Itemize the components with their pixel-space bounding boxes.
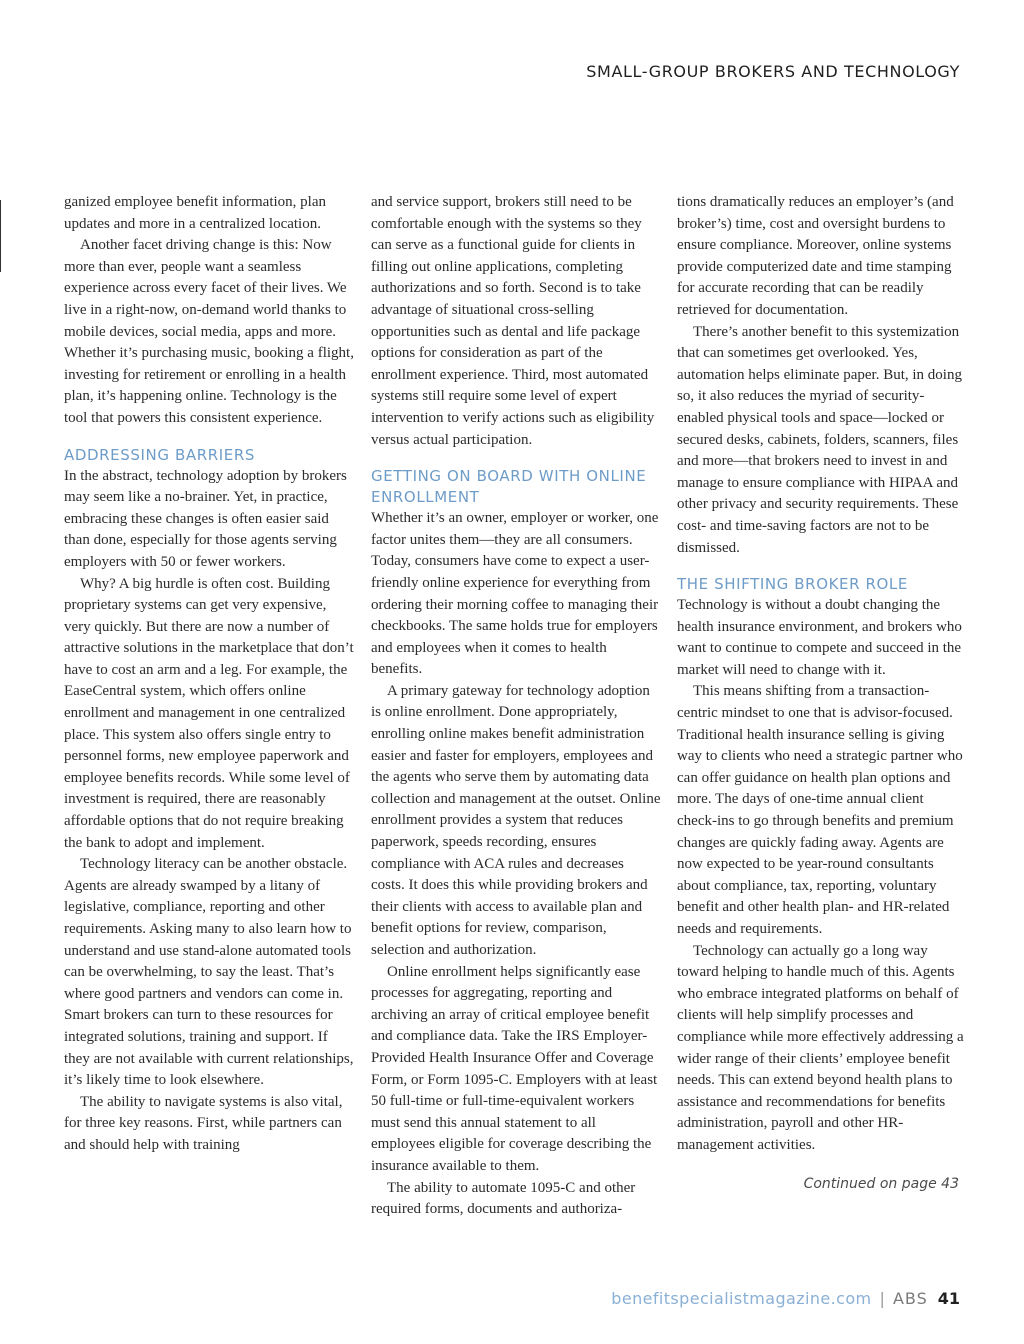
continued-link[interactable]: Continued on page 43 [803,1175,959,1192]
paragraph: The ability to automate 1095-C and other required forms, documents and authoriza- [371,1179,636,1218]
paragraph: Technology can actually go a long way toward helping to handle much of this. Agents who embrace integrated platforms on behalf of clients will help simplify processes and compliance while more effectively addressing a wider range of their clients’ employee benefit needs. This can extend beyond health plans to assistance and recommendations for benefits administration, payroll and other HR-management activities. [677,942,964,1153]
paragraph: Whether it’s an owner, employer or worker, one factor unites them—they are all consumers. Today, consumers have come to expect a user-friendly online experience for everything from ordering their morning coffee to managing their checkbooks. The same holds true for employers and employees when it comes to health benefits. [371,510,659,678]
paragraph: This means shifting from a transaction-centric mindset to one that is advisor-focused. Traditional health insurance selling is giving way to clients who need a strategic partner who can offer guidance on health plan options and more. The days of one-time annual client check-ins to go through benefits and premium changes are quickly fading away. Agents are now expected to be year-round consultants about compliance, tax, reporting, voluntary benefit and other health plan- and HR-related needs and requirements. [677,683,963,937]
page-number: 41 [937,1289,960,1308]
website-link[interactable]: benefitspecialistmagazine.com [611,1289,872,1308]
paragraph: tions dramatically reduces an employer’s (and broker’s) time, cost and oversight burdens to ensure compliance. Moreover, online systems provide computerized date and time stamping for accurate recording that can be readily retrieved for documentation. [677,194,954,318]
article-column-2 [371,192,661,1221]
section-heading-online-enrollment: GETTING ON BOARD WITH ONLINE ENROLLMENT [371,467,647,507]
footer-separator: | [879,1289,885,1308]
article-column-3 [677,192,967,1195]
article-column-1 [64,192,354,1157]
paragraph: Another facet driving change is this: Now more than ever, people want a seamless experience across every facet of their lives. We live in a right-now, on-demand world thanks to mobile devices, social media, apps and more. Whether it’s purchasing music, booking a flight, investing for retirement or enrolling in a health plan, it’s happening online. Technology is the tool that powers this consistent experience. [64,237,354,426]
magazine-name: ABS [892,1289,928,1308]
paragraph: There’s another benefit to this systemization that can sometimes get overlooked. Yes, automation helps eliminate paper. But, in doing so, it also reduces the myriad of security-enabled physical tools and space—locked or secured desks, cabinets, folders, scanners, files and more—that brokers need to invest in and manage to ensure compliance with HIPAA and other privacy and security requirements. These cost- and time-saving factors are not to be dismissed. [677,323,962,556]
section-heading-shifting-broker-role: THE SHIFTING BROKER ROLE [677,575,908,594]
paragraph: and service support, brokers still need to be comfortable enough with the systems so they can serve as a functional guide for clients in filling out online applications, completing authorizations and so forth. Second is to take advantage of situational cross-selling opportunities such as dental and life package options for consideration as part of the enrollment experience. Third, most automated systems still require some level of expert intervention to verify actions such as eligibility versus actual participation. [371,194,655,448]
paragraph: Online enrollment helps significantly ease processes for aggregating, reporting and archiving an array of critical employee benefit and compliance data. Take the IRS Employer-Provided Health Insurance Offer and Coverage Form, or Form 1095-C. Employers with at least 50 full-time or full-time-equivalent workers must send this annual statement to all employees eligible for coverage describing the insurance available to them. [371,963,658,1174]
section-heading-addressing-barriers: ADDRESSING BARRIERS [64,445,255,464]
paragraph: In the abstract, technology adoption by brokers may seem like a no-brainer. Yet, in practice, embracing these changes is often easier said than done, especially for those agents serving employers with 50 or fewer workers. [64,467,347,570]
paragraph: ganized employee benefit information, plan updates and more in a centralized location. [64,194,326,232]
paragraph: Technology is without a doubt changing the health insurance environment, and brokers who want to continue to compete and succeed in the market will need to change with it. [677,597,962,678]
paragraph: Why? A big hurdle is often cost. Building proprietary systems can get very expensive, very quickly. But there are now a number of attractive solutions in the marketplace that don’t have to cost an arm and a leg. For example, the EaseCentral system, which offers online enrollment and management in one centralized place. This system also offers single entry to personnel forms, new employee paperwork and employee benefits records. While some level of investment is required, there are reasonably affordable options that do not require breaking the bank to adopt and implement. [64,575,354,851]
paragraph: Technology literacy can be another obstacle. Agents are already swamped by a litany of legislative, compliance, reporting and other requirements. Asking many to also learn how to understand and use stand-alone automated tools can be overwhelming, to say the least. That’s where good partners and vendors can come in. Smart brokers can turn to these resources for integrated solutions, training and support. If they are not available with current relationships, it’s likely time to look elsewhere. [64,856,354,1089]
paragraph: The ability to navigate systems is also vital, for three key reasons. First, while partners can and should help with training [64,1093,343,1153]
page-footer [611,1289,960,1308]
paragraph: A primary gateway for technology adoption is online enrollment. Done appropriately, enrolling online makes benefit administration easier and faster for employers, employees and the agents who serve them by automating data collection and management at the outset. Online enrollment provides a system that reduces paperwork, speeds recording, ensures compliance with ACA rules and decreases costs. It does this while providing brokers and their clients with access to available plan and benefit options for review, comparison, selection and authorization. [371,682,661,958]
page-edge-rule [0,200,1,272]
section-title: SMALL-GROUP BROKERS AND TECHNOLOGY [586,62,960,81]
